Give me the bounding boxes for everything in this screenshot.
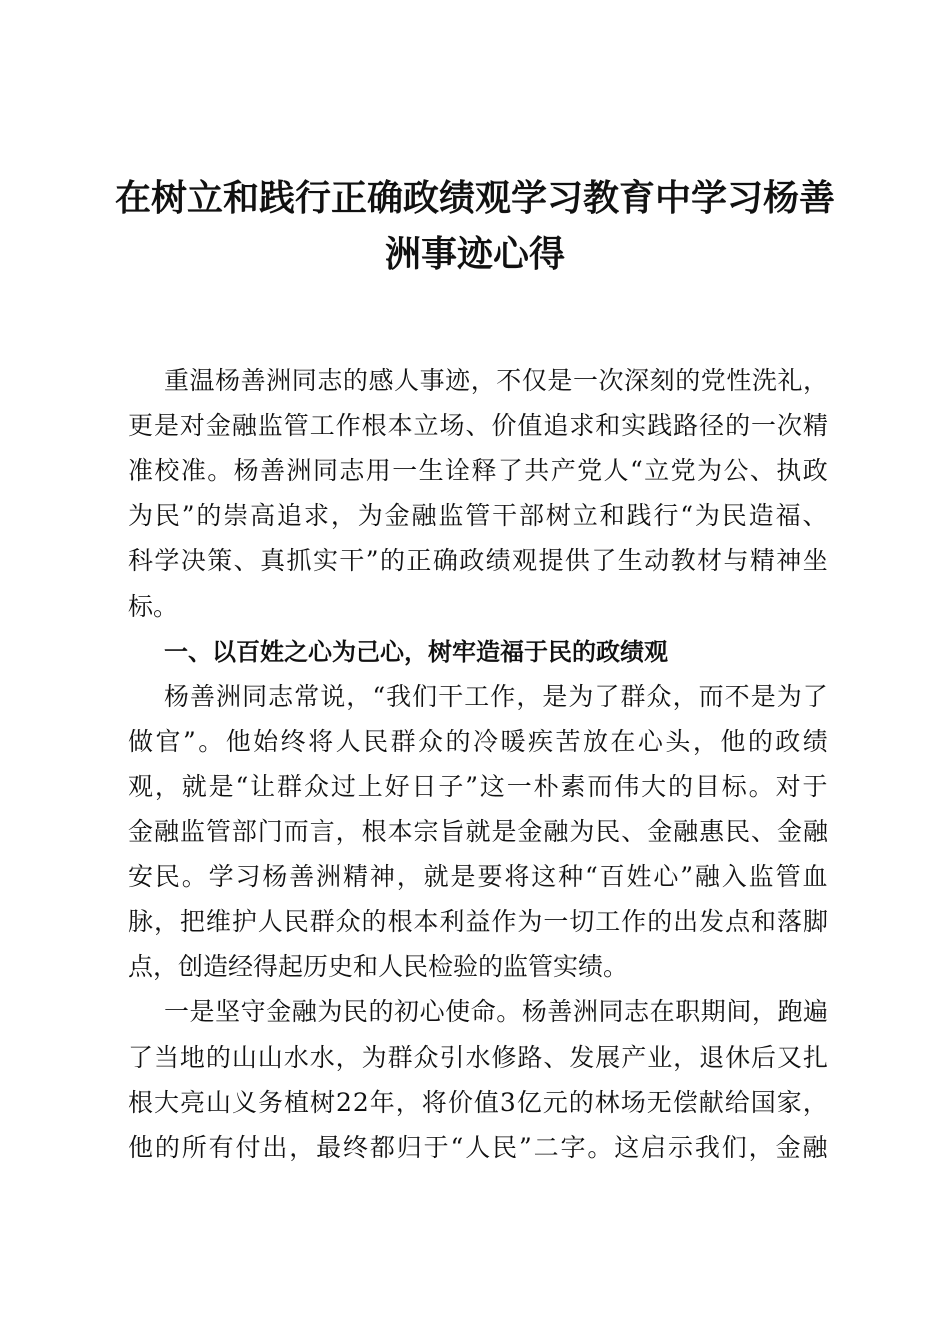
paragraph-line: 为民”的崇高追求，为金融监管干部树立和践行“为民造福、 xyxy=(128,501,830,531)
paragraph-line: 做官”。他始终将人民群众的冷暖疾苦放在心头，他的政绩 xyxy=(128,726,831,756)
paragraph-line: 脉，把维护人民群众的根本利益作为一切工作的出发点和落脚 xyxy=(128,907,829,937)
paragraph-line: 科学决策、真抓实干”的正确政绩观提供了生动教材与精神坐 xyxy=(128,546,830,576)
paragraph-line: 标。 xyxy=(128,591,179,621)
paragraph-line: 一是坚守金融为民的初心使命。杨善洲同志在职期间，跑遍 xyxy=(164,997,829,1027)
paragraph-line: 观，就是“让群众过上好日子”这一朴素而伟大的目标。对于 xyxy=(128,771,830,801)
paragraph-line: 根大亮山义务植树22年，将价值3亿元的林场无偿献给国家， xyxy=(128,1087,829,1117)
document-title-line-1: 在树立和践行正确政绩观学习教育中学习杨善 xyxy=(114,177,835,219)
paragraph-line: 更是对金融监管工作根本立场、价值追求和实践路径的一次精 xyxy=(128,411,829,441)
paragraph-line: 杨善洲同志常说，“我们干工作，是为了群众，而不是为了 xyxy=(164,681,829,711)
paragraph-line: 重温杨善洲同志的感人事迹，不仅是一次深刻的党性洗礼， xyxy=(164,366,829,395)
paragraph-line: 安民。学习杨善洲精神，就是要将这种“百姓心”融入监管血 xyxy=(128,862,830,892)
paragraph-line: 他的所有付出，最终都归于“人民”二字。这启示我们，金融 xyxy=(128,1132,830,1162)
paragraph-line: 金融监管部门而言，根本宗旨就是金融为民、金融惠民、金融 xyxy=(128,817,829,846)
paragraph-line: 准校准。杨善洲同志用一生诠释了共产党人“立党为公、执政 xyxy=(128,456,830,486)
section-heading: 一、以百姓之心为己心，树牢造福于民的政绩观 xyxy=(164,637,668,666)
document-title-line-2: 洲事迹心得 xyxy=(384,233,565,275)
paragraph-line: 点，创造经得起历史和人民检验的监管实绩。 xyxy=(128,952,629,982)
paragraph-line: 了当地的山山水水，为群众引水修路、发展产业，退休后又扎 xyxy=(128,1042,829,1072)
